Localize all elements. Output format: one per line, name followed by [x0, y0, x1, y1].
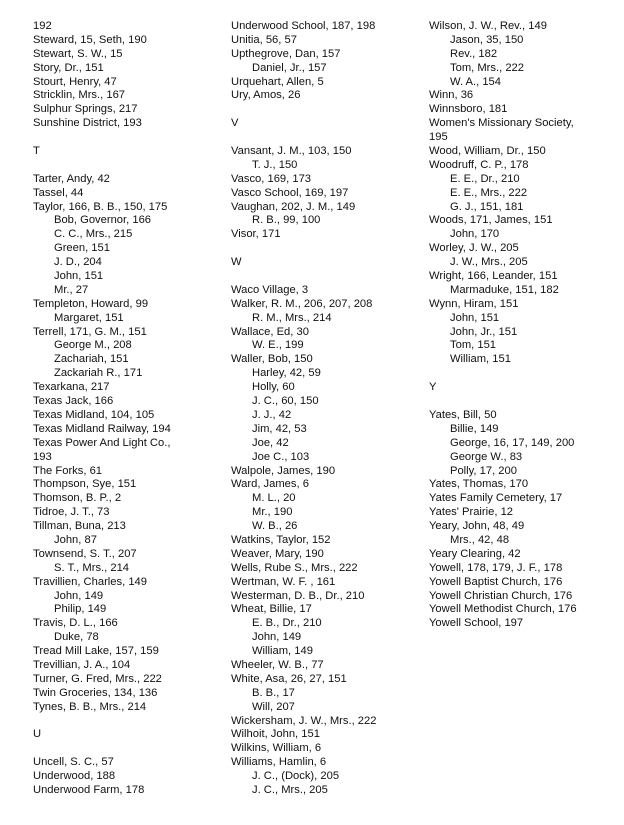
blank-line	[33, 742, 228, 756]
index-entry: Wertman, W. F. , 161	[231, 575, 336, 588]
index-entry: Texas Midland Railway, 194	[33, 422, 171, 435]
index-entry: 193	[33, 450, 52, 463]
section-letter-heading: V	[231, 117, 239, 130]
index-subentry: Zackariah R., 171	[54, 367, 143, 380]
index-subentry: M. L., 20	[252, 492, 296, 505]
index-entry: Women's Missionary Society,	[429, 117, 574, 130]
index-entry: Underwood Farm, 178	[33, 783, 145, 796]
index-entry: Yates Family Cemetery, 17	[429, 492, 563, 505]
index-entry: Woodruff, C. P., 178	[429, 158, 529, 171]
index-subentry: R. B., 99, 100	[252, 214, 321, 227]
blank-line	[33, 159, 228, 173]
index-subentry: Philip, 149	[54, 603, 107, 616]
index-entry: Townsend, S. T., 207	[33, 547, 137, 560]
index-entry: Turner, G. Fred, Mrs., 222	[33, 672, 162, 685]
index-entry: Tread Mill Lake, 157, 159	[33, 645, 159, 658]
index-entry: 192	[33, 20, 52, 32]
index-entry: Yates' Prairie, 12	[429, 506, 514, 519]
index-entry: Uncell, S. C., 57	[33, 756, 114, 769]
index-subentry: J. C., 60, 150	[252, 395, 319, 408]
index-entry: Urquehart, Allen, 5	[231, 75, 324, 88]
index-subentry: George, 16, 17, 149, 200	[450, 436, 575, 449]
index-subentry: John, 170	[450, 228, 500, 241]
index-column-2	[231, 20, 426, 798]
index-entry: Vaughan, 202, J. M., 149	[231, 200, 356, 213]
index-subentry: J. W., Mrs., 205	[450, 256, 528, 269]
index-subentry: John, 151	[450, 311, 500, 324]
index-subentry: J. D., 204	[54, 256, 102, 269]
index-entry: Williams, Hamlin, 6	[231, 756, 327, 769]
index-entry: Tynes, B. B., Mrs., 214	[33, 700, 147, 713]
index-entry: Stewart, S. W., 15	[33, 47, 123, 60]
index-entry: Woods, 171, James, 151	[429, 214, 553, 227]
index-entry: Waller, Bob, 150	[231, 353, 313, 366]
index-entry: Wilkins, William, 6	[231, 742, 322, 755]
index-subentry: Zachariah, 151	[54, 353, 129, 366]
index-subentry: Joe, 42	[252, 436, 289, 449]
index-subentry: Tom, 151	[450, 339, 497, 352]
index-entry: Yeary, John, 48, 49	[429, 520, 525, 533]
section-letter-heading: W	[231, 256, 242, 269]
index-entry: Story, Dr., 151	[33, 61, 104, 74]
index-entry: Weaver, Mary, 190	[231, 547, 324, 560]
index-entry: Yowell School, 197	[429, 617, 524, 630]
index-subentry: C. C., Mrs., 215	[54, 228, 133, 241]
index-subentry: Tom, Mrs., 222	[450, 61, 524, 74]
index-column-3	[429, 20, 621, 631]
index-entry: Underwood, 188	[33, 770, 116, 783]
index-entry: 195	[429, 131, 448, 144]
index-entry: Texas Jack, 166	[33, 395, 114, 408]
index-subentry: Polly, 17, 200	[450, 464, 517, 477]
index-entry: Yowell Methodist Church, 176	[429, 603, 577, 616]
blank-line	[231, 242, 426, 256]
index-subentry: George W., 83	[450, 450, 523, 463]
index-entry: Walpole, James, 190	[231, 464, 336, 477]
index-subentry: E. E., Dr., 210	[450, 172, 520, 185]
index-subentry: Billie, 149	[450, 422, 499, 435]
index-subentry: Rev., 182	[450, 47, 498, 60]
blank-line	[429, 395, 621, 409]
index-subentry: George M., 208	[54, 339, 132, 352]
index-subentry: S. T., Mrs., 214	[54, 561, 130, 574]
index-entry: Twin Groceries, 134, 136	[33, 686, 158, 699]
index-entry: Vasco School, 169, 197	[231, 186, 349, 199]
index-entry: Yowell, 178, 179, J. F., 178	[429, 561, 563, 574]
index-entry: Vansant, J. M., 103, 150	[231, 145, 352, 158]
index-subentry: J. C., Mrs., 205	[252, 783, 328, 796]
index-entry: Sulphur Springs, 217	[33, 103, 138, 116]
index-subentry: Mr., 190	[252, 506, 293, 519]
index-subentry: E. E., Mrs., 222	[450, 186, 528, 199]
index-subentry: John, 151	[54, 270, 104, 283]
index-subentry: Duke, 78	[54, 631, 99, 644]
blank-line	[231, 103, 426, 117]
section-letter-heading: Y	[429, 381, 437, 394]
index-subentry: Jim, 42, 53	[252, 422, 307, 435]
index-entry: Sunshine District, 193	[33, 117, 142, 130]
index-entry: White, Asa, 26, 27, 151	[231, 672, 347, 685]
index-entry: Winn, 36	[429, 89, 474, 102]
index-entry: Wheat, Billie, 17	[231, 603, 312, 616]
index-entry: Tillman, Buna, 213	[33, 520, 126, 533]
index-entry: Winnsboro, 181	[429, 103, 508, 116]
index-entry: Yates, Thomas, 170	[429, 478, 529, 491]
index-subentry: B. B., 17	[252, 686, 295, 699]
index-subentry: J. C., (Dock), 205	[252, 770, 340, 783]
index-entry: Yates, Bill, 50	[429, 408, 497, 421]
index-subentry: Holly, 60	[252, 381, 295, 394]
index-entry: Wilson, J. W., Rev., 149	[429, 20, 547, 32]
index-entry: Yowell Christian Church, 176	[429, 589, 573, 602]
index-subentry: Harley, 42, 59	[252, 367, 321, 380]
blank-line	[231, 270, 426, 284]
blank-line	[429, 367, 621, 381]
index-entry: Taylor, 166, B. B., 150, 175	[33, 200, 168, 213]
index-subentry: W. B., 26	[252, 520, 298, 533]
index-entry: Wood, William, Dr., 150	[429, 145, 546, 158]
index-subentry: John, 149	[252, 631, 302, 644]
index-subentry: R. M., Mrs., 214	[252, 311, 332, 324]
index-entry: Walker, R. M., 206, 207, 208	[231, 297, 373, 310]
index-subentry: J. J., 42	[252, 408, 292, 421]
index-entry: Wells, Rube S., Mrs., 222	[231, 561, 358, 574]
index-subentry: Will, 207	[252, 700, 295, 713]
section-letter-heading: U	[33, 728, 42, 741]
blank-line	[33, 715, 228, 729]
index-entry: Tidroe, J. T., 73	[33, 506, 110, 519]
index-entry: Templeton, Howard, 99	[33, 297, 149, 310]
index-entry: Texas Power And Light Co.,	[33, 436, 171, 449]
index-subentry: Mrs., 42, 48	[450, 533, 510, 546]
index-entry: Wallace, Ed, 30	[231, 325, 309, 338]
index-entry: Travillien, Charles, 149	[33, 575, 147, 588]
index-entry: Wright, 166, Leander, 151	[429, 270, 558, 283]
index-subentry: T. J., 150	[252, 158, 298, 171]
index-entry: Worley, J. W., 205	[429, 242, 519, 255]
index-subentry: Mr., 27	[54, 283, 89, 296]
index-entry: Travis, D. L., 166	[33, 617, 118, 630]
index-entry: The Forks, 61	[33, 464, 103, 477]
blank-line	[231, 131, 426, 145]
index-entry: Tarter, Andy, 42	[33, 172, 110, 185]
index-entry: Underwood School, 187, 198	[231, 20, 376, 32]
index-column-1	[33, 20, 228, 798]
index-subentry: W. E., 199	[252, 339, 304, 352]
index-entry: Wickersham, J. W., Mrs., 222	[231, 714, 377, 727]
index-entry: Watkins, Taylor, 152	[231, 533, 331, 546]
index-entry: Ward, James, 6	[231, 478, 309, 491]
blank-line	[33, 131, 228, 145]
index-subentry: William, 149	[252, 645, 313, 658]
index-entry: Steward, 15, Seth, 190	[33, 33, 147, 46]
index-subentry: Marmaduke, 151, 182	[450, 283, 559, 296]
index-subentry: Jason, 35, 150	[450, 33, 524, 46]
index-entry: Yowell Baptist Church, 176	[429, 575, 563, 588]
index-entry: Wilhoit, John, 151	[231, 728, 320, 741]
section-letter-heading: T	[33, 145, 40, 158]
index-entry: Trevillian, J. A., 104	[33, 658, 131, 671]
index-entry: Thompson, Sye, 151	[33, 478, 137, 491]
index-subentry: Green, 151	[54, 242, 110, 255]
index-subentry: William, 151	[450, 353, 511, 366]
index-entry: Vasco, 169, 173	[231, 172, 312, 185]
index-entry: Texarkana, 217	[33, 381, 110, 394]
index-entry: Stourt, Henry, 47	[33, 75, 117, 88]
index-subentry: Margaret, 151	[54, 311, 124, 324]
index-subentry: John, 87	[54, 533, 97, 546]
index-subentry: John, Jr., 151	[450, 325, 518, 338]
index-subentry: John, 149	[54, 589, 104, 602]
index-entry: Yeary Clearing, 42	[429, 547, 521, 560]
index-entry: Wheeler, W. B., 77	[231, 658, 324, 671]
index-subentry: G. J., 151, 181	[450, 200, 524, 213]
index-entry: Wynn, Hiram, 151	[429, 297, 519, 310]
index-subentry: Joe C., 103	[252, 450, 310, 463]
index-entry: Unitia, 56, 57	[231, 33, 297, 46]
index-entry: Texas Midland, 104, 105	[33, 408, 155, 421]
index-subentry: E. B., Dr., 210	[252, 617, 322, 630]
index-entry: Thomson, B. P., 2	[33, 492, 122, 505]
index-entry: Ury, Amos, 26	[231, 89, 301, 102]
index-subentry: Daniel, Jr., 157	[252, 61, 327, 74]
index-entry: Terrell, 171, G. M., 151	[33, 325, 147, 338]
index-entry: Tassel, 44	[33, 186, 84, 199]
index-entry: Waco Village, 3	[231, 283, 309, 296]
index-subentry: Bob, Governor, 166	[54, 214, 152, 227]
index-entry: Westerman, D. B., Dr., 210	[231, 589, 365, 602]
index-entry: Visor, 171	[231, 228, 281, 241]
index-subentry: W. A., 154	[450, 75, 501, 88]
index-entry: Stricklin, Mrs., 167	[33, 89, 126, 102]
index-entry: Upthegrove, Dan, 157	[231, 47, 341, 60]
